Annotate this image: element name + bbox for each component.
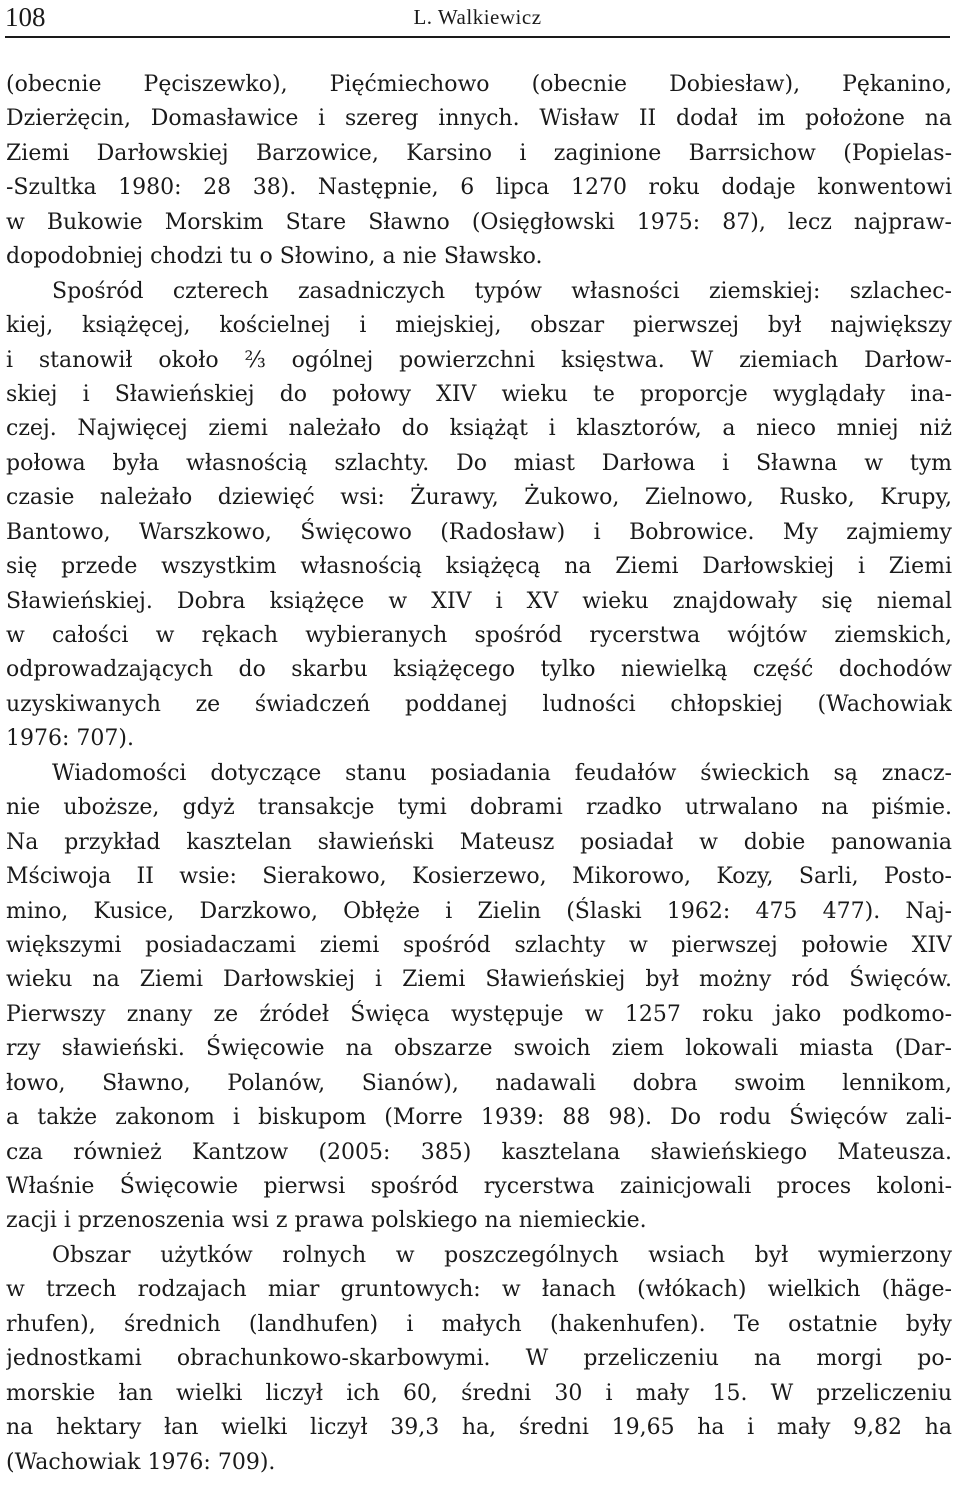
text-line: -Szultka 1980: 28 38). Następnie, 6 lipca 1270 roku dodaje konwentowi: [6, 175, 952, 201]
text-line: Właśnie Święcowie pierwsi spośród rycerstwa zainicjowali proces koloni-: [6, 1174, 952, 1199]
text-line: się przede wszystkim własnością książęcą na Ziemi Darłowskiej i Ziemi: [6, 554, 952, 580]
text-line: łowo, Sławno, Polanów, Sianów), nadawali dobra swoim lennikom,: [6, 1070, 952, 1096]
text-line: mino, Kusice, Darzkowo, Obłęże i Zielin (Ślaski 1962: 475 477). Naj-: [6, 898, 952, 924]
text-line: 1976: 707).: [6, 726, 134, 752]
text-line: a także zakonom i biskupom (Morre 1939: 88 98). Do rodu Święców zali-: [6, 1105, 952, 1131]
text-line: zacji i przenoszenia wsi z prawa polskiego na niemieckie.: [6, 1208, 647, 1234]
text-line: w całości w rękach wybieranych spośród rycerstwa wójtów ziemskich,: [6, 623, 952, 648]
text-line: większymi posiadaczami ziemi spośród szlachty w pierwszej połowie XIV: [6, 932, 952, 958]
text-line: kiej, książęcej, kościelnej i miejskiej, obszar pierwszej był największy: [6, 313, 952, 339]
text-line: na hektary łan wielki liczył 39,3 ha, średni 19,65 ha i mały 9,82 ha: [6, 1415, 952, 1441]
page-header: [5, 0, 950, 38]
text-line: jednostkami obrachunkowo-skarbowymi. W przeliczeniu na morgi po-: [6, 1346, 952, 1372]
text-line: połowa była własnością szlachty. Do miast Darłowa i Sławna w tym: [6, 450, 952, 476]
text-line: morskie łan wielki liczył ich 60, średni 30 i mały 15. W przeliczeniu: [6, 1380, 952, 1406]
text-line: Bantowo, Warszkowo, Święcowo (Radosław) i Bobrowice. My zajmiemy: [6, 519, 952, 545]
text-line: rhufen), średnich (landhufen) i małych (hakenhufen). Te ostatnie były: [6, 1311, 952, 1337]
text-line: Spośród czterech zasadniczych typów własności ziemskiej: szlachec-: [52, 278, 952, 304]
text-line: wieku na Ziemi Darłowskiej i Ziemi Sławieńskiej był możny ród Święców.: [6, 967, 952, 993]
text-line: Pierwszy znany ze źródeł Święca występuje w 1257 roku jako podkomo-: [6, 1001, 952, 1027]
text-line: Dzierżęcin, Domasławice i szereg innych. Wisław II dodał im położone na: [6, 106, 952, 132]
text-line: dopodobniej chodzi tu o Słowino, a nie Sławsko.: [6, 244, 543, 270]
text-line: czasie należało dziewięć wsi: Żurawy, Żukowo, Zielnowo, Rusko, Krupy,: [6, 485, 952, 511]
text-line: rzy sławieński. Święcowie na obszarze swoich ziem lokowali miasta (Dar-: [6, 1036, 952, 1062]
text-line: Mściwoja II wsie: Sierakowo, Kosierzewo, Mikorowo, Kozy, Sarli, Posto-: [6, 864, 952, 890]
text-line: Sławieńskiej. Dobra książęce w XIV i XV wieku znajdowały się niemal: [6, 588, 952, 614]
text-line: w trzech rodzajach miar gruntowych: w łanach (włókach) wielkich (häge-: [6, 1277, 952, 1303]
body-text: [6, 68, 952, 1480]
text-line: Obszar użytków rolnych w poszczególnych wsiach był wymierzony: [52, 1242, 952, 1268]
text-line: odprowadzających do skarbu książęcego tylko niewielką część dochodów: [6, 657, 952, 683]
text-line: nie uboższe, gdyż transakcje tymi dobrami rzadko utrwalano na piśmie.: [6, 795, 952, 821]
text-line: (Wachowiak 1976: 709).: [6, 1449, 276, 1475]
text-line: czej. Najwięcej ziemi należało do książąt i klasztorów, a nieco mniej niż: [6, 416, 952, 442]
text-line: uzyskiwanych ze świadczeń poddanej ludności chłopskiej (Wachowiak: [6, 691, 952, 717]
text-line: skiej i Sławieńskiej do połowy XIV wieku te proporcje wyglądały ina-: [6, 381, 952, 407]
text-line: cza również Kantzow (2005: 385) kasztelana sławieńskiego Mateusza.: [6, 1139, 952, 1165]
running-head-author: L. Walkiewicz: [413, 5, 542, 29]
page-number: 108: [5, 2, 46, 32]
text-line: Wiadomości dotyczące stanu posiadania feudałów świeckich są znacz-: [52, 760, 952, 786]
text-line: (obecnie Pęciszewko), Pięćmiechowo (obecnie Dobiesław), Pękanino,: [6, 72, 952, 97]
text-line: Na przykład kasztelan sławieński Mateusz posiadał w dobie panowania: [6, 829, 952, 855]
text-line: i stanowił około ⅔ ogólnej powierzchni księstwa. W ziemiach Darłow-: [6, 347, 952, 373]
text-line: Ziemi Darłowskiej Barzowice, Karsino i zaginione Barrsichow (Popielas-: [6, 140, 952, 166]
text-line: w Bukowie Morskim Stare Sławno (Osięgłowski 1975: 87), lecz najpraw-: [6, 209, 952, 235]
